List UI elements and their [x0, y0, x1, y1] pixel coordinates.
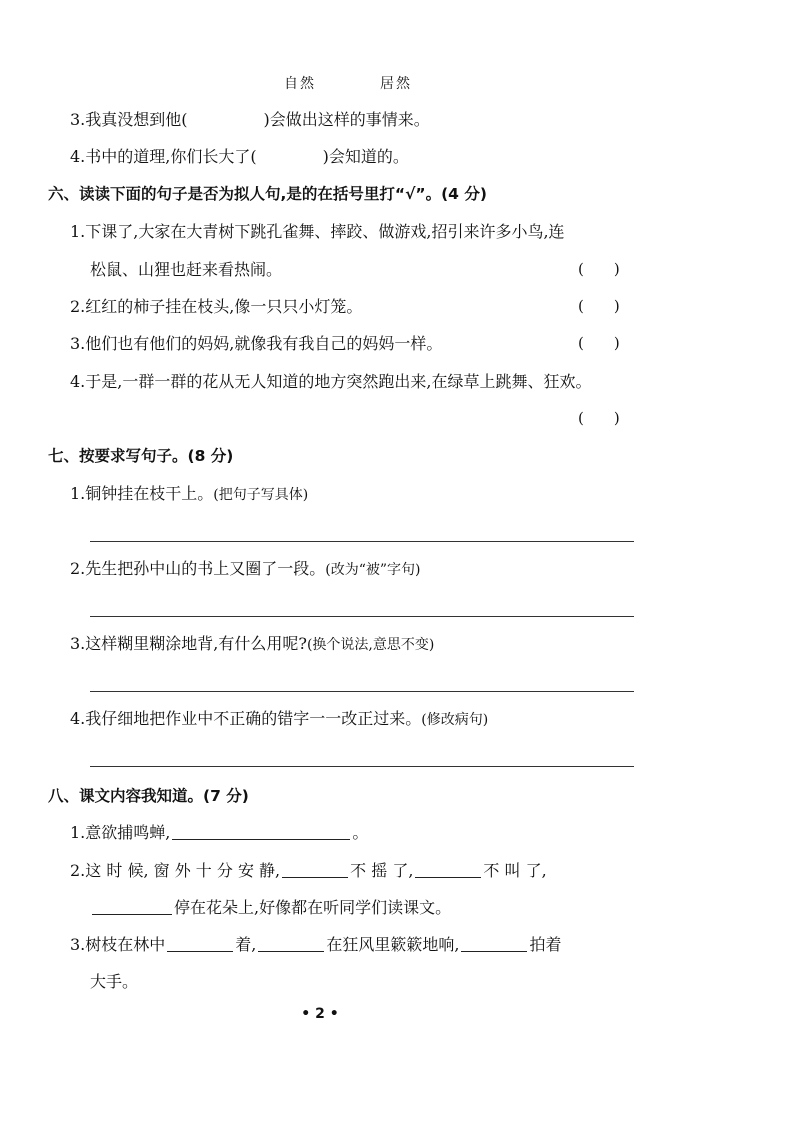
word-options	[284, 74, 412, 94]
section-8-heading: 八、课文内容我知道。(7 分)	[48, 787, 249, 805]
question-number: 3.	[70, 634, 86, 653]
question-text: 书中的道理,你们长大了(	[85, 147, 257, 166]
sec7-item-4	[70, 709, 488, 730]
answer-line[interactable]	[90, 616, 634, 617]
question-text: 意欲捕鸣蝉,	[85, 823, 171, 842]
question-text: 我仔细地把作业中不正确的错字一一改正过来。	[85, 709, 422, 728]
question-text: 着,	[235, 935, 257, 954]
option-juran: 居然	[380, 76, 412, 92]
question-hint: (换个说法,意思不变)	[306, 637, 435, 653]
answer-parentheses[interactable]: ( )	[578, 409, 620, 427]
question-number: 4.	[70, 147, 86, 166]
question-text: 树枝在林中	[85, 935, 166, 954]
question-hint: (修改病句)	[421, 712, 489, 728]
question-text: 不 叫 了,	[483, 861, 547, 880]
sec6-item-4	[70, 372, 591, 392]
question-text: 停在花朵上,好像都在听同学们读课文。	[174, 898, 452, 917]
question-text: 在狂风里簌簌地响,	[326, 935, 460, 954]
sec8-question-2-line-1	[70, 861, 547, 881]
section-7-heading: 七、按要求写句子。(8 分)	[48, 447, 234, 465]
sec5-question-4	[70, 147, 409, 167]
question-number: 4.	[70, 709, 86, 728]
question-number: 1.	[70, 823, 86, 842]
question-number: 2.	[70, 559, 86, 578]
question-text: 红红的柿子挂在枝头,像一只只小灯笼。	[85, 297, 363, 316]
question-text: 先生把孙中山的书上又圈了一段。	[85, 559, 326, 578]
sec7-item-2	[70, 559, 421, 580]
fill-blank[interactable]	[415, 876, 481, 878]
question-text: 。	[352, 823, 369, 842]
question-text: 拍着	[529, 935, 562, 954]
question-text: 不 摇 了,	[350, 861, 414, 880]
question-text: 铜钟挂在枝干上。	[85, 484, 214, 503]
question-hint: (改为“被”字句)	[325, 562, 421, 578]
question-hint: (把句子写具体)	[213, 487, 309, 503]
answer-line[interactable]	[90, 766, 634, 767]
sec7-item-3	[70, 634, 434, 655]
question-number: 2.	[70, 861, 86, 880]
question-number: 1.	[70, 222, 86, 241]
question-text: 于是,一群一群的花从无人知道的地方突然跑出来,在绿草上跳舞、狂欢。	[85, 372, 592, 391]
answer-parentheses[interactable]: ( )	[578, 297, 620, 315]
sec6-item-1-line-1	[70, 222, 565, 242]
answer-line[interactable]	[90, 691, 634, 692]
sec8-question-3-line-2: 大手。	[90, 972, 139, 991]
question-number: 2.	[70, 297, 86, 316]
answer-parentheses[interactable]: ( )	[578, 334, 620, 352]
page-number: • 2 •	[301, 1006, 339, 1022]
sec8-question-3-line-1	[70, 935, 561, 955]
question-text: 这 时 候, 窗 外 十 分 安 静,	[85, 861, 281, 880]
sec6-item-2	[70, 297, 362, 317]
fill-blank[interactable]	[92, 913, 172, 915]
fill-blank[interactable]	[167, 950, 233, 952]
sec6-item-1-line-2: 松鼠、山狸也赶来看热闹。	[90, 260, 283, 279]
question-text: )会做出这样的事情来。	[263, 110, 430, 129]
sec8-question-1	[70, 823, 368, 843]
section-6-heading: 六、读读下面的句子是否为拟人句,是的在括号里打“√”。(4 分)	[48, 185, 487, 203]
question-number: 3.	[70, 935, 86, 954]
fill-blank[interactable]	[461, 950, 527, 952]
question-number: 1.	[70, 484, 86, 503]
question-number: 3.	[70, 334, 86, 353]
sec7-item-1	[70, 484, 308, 505]
sec6-item-3	[70, 334, 442, 354]
question-text: 下课了,大家在大青树下跳孔雀舞、摔跤、做游戏,招引来许多小鸟,连	[85, 222, 565, 241]
fill-blank[interactable]	[282, 876, 348, 878]
option-ziran: 自然	[284, 76, 316, 92]
question-number: 4.	[70, 372, 86, 391]
question-text: 这样糊里糊涂地背,有什么用呢?	[85, 634, 307, 653]
question-text: 他们也有他们的妈妈,就像我有我自己的妈妈一样。	[85, 334, 443, 353]
fill-blank[interactable]	[172, 838, 350, 840]
fill-blank[interactable]	[258, 950, 324, 952]
question-text: )会知道的。	[322, 147, 409, 166]
sec5-question-3	[70, 110, 430, 130]
answer-parentheses[interactable]: ( )	[578, 260, 620, 278]
question-text: 我真没想到他(	[85, 110, 188, 129]
answer-line[interactable]	[90, 541, 634, 542]
question-number: 3.	[70, 110, 86, 129]
sec8-question-2-line-2	[90, 898, 451, 918]
